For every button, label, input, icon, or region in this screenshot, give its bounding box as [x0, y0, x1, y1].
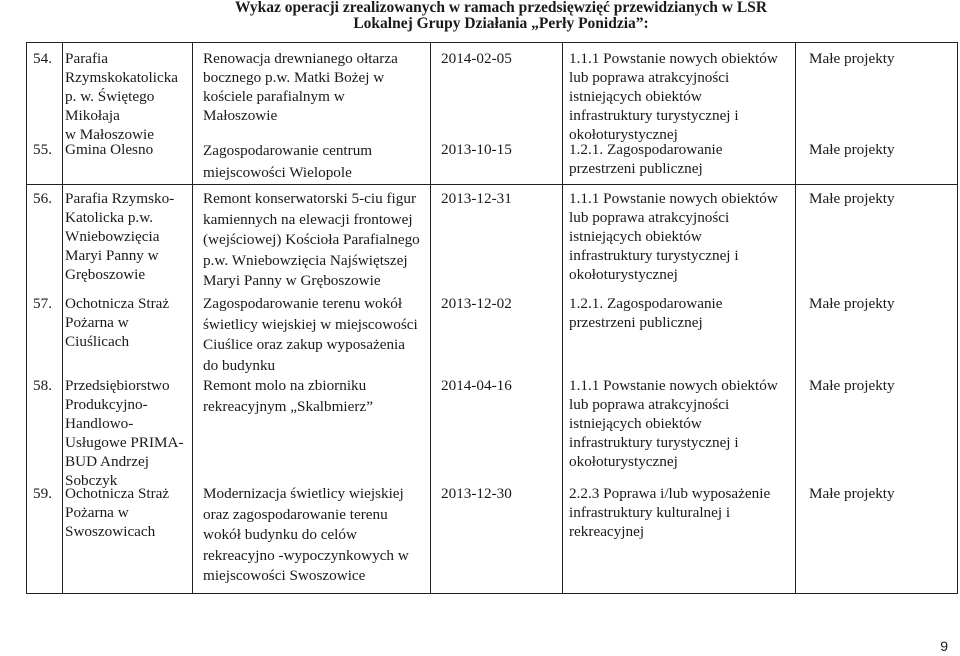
date-cell: 2013-12-31 [441, 190, 512, 207]
row-number: 57. [33, 295, 52, 312]
project-type-cell: Małe projekty [809, 190, 895, 207]
row-number: 59. [33, 485, 52, 502]
operation-cell: Modernizacja świetlicy wiejskiej oraz zagospodarowanie terenu wokół budynku do celów rekreacyjno -wypoczynkowych w miejscowości Swoszowice [203, 485, 409, 584]
row-separator [27, 184, 957, 185]
row-number: 58. [33, 377, 52, 394]
activity-cell: 1.2.1. Zagospodarowanie przestrzeni publicznej [569, 295, 723, 331]
beneficiary-cell: Parafia Rzymskokatolicka p. w. Świętego Mikołaja w Małoszowie [65, 50, 179, 143]
date-cell: 2013-12-02 [441, 295, 512, 312]
row-number: 55. [33, 141, 52, 158]
beneficiary-cell: Parafia Rzymsko- Katolicka p.w. Wniebowzięcia Maryi Panny w Gręboszowie [65, 190, 175, 283]
header-line-2: Lokalnej Grupy Działania „Perły Ponidzia”: [353, 15, 649, 32]
column-divider [62, 43, 63, 593]
operation-cell: Renowacja drewnianego ołtarza bocznego p.w. Matki Bożej w kościele parafialnym w Małoszowie [203, 50, 398, 124]
operation-cell: Zagospodarowanie centrum miejscowości Wielopole [203, 142, 373, 181]
page-number: 9 [940, 638, 948, 654]
project-type-cell: Małe projekty [809, 141, 895, 158]
activity-cell: 1.1.1 Powstanie nowych obiektów lub poprawa atrakcyjności istniejących obiektów infrastruktury turystycznej i okołoturystycznej [569, 50, 778, 143]
project-type-cell: Małe projekty [809, 295, 895, 312]
activity-cell: 1.1.1 Powstanie nowych obiektów lub poprawa atrakcyjności istniejących obiektów infrastruktury turystycznej i okołoturystycznej [569, 377, 778, 470]
date-cell: 2014-04-16 [441, 377, 512, 394]
beneficiary-cell: Przedsiębiorstwo Produkcyjno- Handlowo- Usługowe PRIMA- BUD Andrzej Sobczyk [65, 377, 184, 489]
column-divider [795, 43, 796, 593]
date-cell: 2013-12-30 [441, 485, 512, 502]
header-line-1: Wykaz operacji zrealizowanych w ramach przedsięwzięć przewidzianych w LSR [234, 0, 768, 16]
project-type-cell: Małe projekty [809, 50, 895, 67]
row-number: 56. [33, 190, 52, 207]
beneficiary-cell: Gmina Olesno [65, 141, 154, 158]
project-type-cell: Małe projekty [809, 485, 895, 502]
operation-cell: Remont molo na zbiorniku rekreacyjnym „Skalbmierz” [203, 377, 373, 415]
operation-cell: Remont konserwatorski 5-ciu figur kamiennych na elewacji frontowej (wejściowej) Kościoła Parafialnego p.w. Wniebowzięcia Najświętszej Maryi Panny w Gręboszowie [203, 190, 420, 289]
column-divider [562, 43, 563, 593]
date-cell: 2014-02-05 [441, 50, 512, 67]
beneficiary-cell: Ochotnicza Straż Pożarna w Ciuślicach [65, 295, 170, 350]
page-header [0, 0, 960, 32]
activity-cell: 1.1.1 Powstanie nowych obiektów lub poprawa atrakcyjności istniejących obiektów infrastruktury turystycznej i okołoturystycznej [569, 190, 778, 283]
beneficiary-cell: Ochotnicza Straż Pożarna w Swoszowicach [65, 485, 170, 540]
column-divider [192, 43, 193, 593]
row-number: 54. [33, 50, 52, 67]
operation-cell: Zagospodarowanie terenu wokół świetlicy wiejskiej w miejscowości Ciuślice oraz zakup wyposażenia do budynku [203, 295, 418, 374]
project-type-cell: Małe projekty [809, 377, 895, 394]
activity-cell: 1.2.1. Zagospodarowanie przestrzeni publicznej [569, 141, 723, 177]
operations-table [26, 42, 958, 594]
column-divider [430, 43, 431, 593]
date-cell: 2013-10-15 [441, 141, 512, 158]
activity-cell: 2.2.3 Poprawa i/lub wyposażenie infrastruktury kulturalnej i rekreacyjnej [569, 485, 771, 540]
